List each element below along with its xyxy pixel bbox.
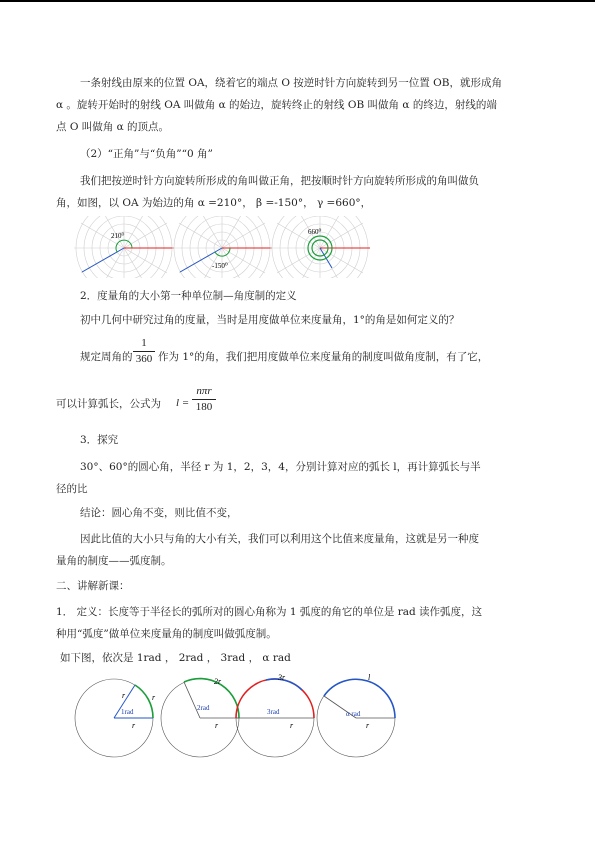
diagram-alpha-rad: [324, 673, 395, 730]
fraction-1-360: [133, 337, 155, 366]
figure-caption: 如下图，依次是 1rad ， 2rad ， 3rad ， α rad: [60, 652, 291, 664]
para7-line1: 因此比值的大小只与角的大小有关，我们可以利用这个比值来度量角，这就是另一种度: [80, 533, 479, 545]
fraction-numerator: 1: [141, 337, 147, 349]
para1-line3: 点 O 叫做角 α 的顶点。: [56, 121, 170, 133]
para2-line1: 我们把按逆时针方向旋转所形成的角叫做正角，把按顺时针方向旋转所形成的角叫做负: [80, 175, 479, 187]
label-r-2rad: r: [215, 721, 219, 730]
para5-before: 可以计算弧长，公式为: [56, 398, 161, 410]
conclusion: 结论：圆心角不变，则比值不变，: [80, 507, 238, 519]
para4-after: 作为 1°的角，我们把用度做单位来度量角的制度叫做角度制，有了它，: [158, 351, 489, 363]
label-l: l: [368, 673, 371, 682]
label-3r: 3r: [278, 673, 286, 682]
diagram-660: [270, 216, 370, 278]
para6-line1: 30°、60°的圆心角，半径 r 为 1，2，3，4，分别计算对应的弧长 l，再计算弧长与半: [80, 461, 481, 473]
para3: 初中几何中研究过角的度量，当时是用度做单位来度量角，1°的角是如何定义的？: [80, 314, 460, 326]
definition-line1: 1． 定义：长度等于半径长的弧所对的圆心角称为 1 弧度的角它的单位是 rad 读作弧度，这: [56, 606, 483, 618]
label-r-3rad: r: [290, 721, 294, 730]
diagram-1rad: [114, 685, 156, 730]
label-2r: 2r: [214, 677, 222, 686]
section-2-title: 2．度量角的大小第一种单位制—角度制的定义: [80, 290, 297, 302]
formula-lhs: l =: [176, 397, 190, 409]
fraction-bar: [133, 351, 155, 352]
label-alpha-rad: α rad: [346, 710, 361, 718]
label-210: 210⁰: [111, 232, 125, 240]
fraction-denominator: 360: [135, 353, 153, 365]
label-neg150: -150⁰: [212, 262, 228, 270]
formula-numerator: nπr: [196, 385, 212, 397]
arc-length-formula: [192, 385, 216, 414]
para1-line2: α 。旋转开始时的射线 OA 叫做角 α 的始边，旋转终止的射线 OB 叫做角 α 的终边，射线的端: [56, 99, 497, 111]
label-r-arc: r: [152, 693, 156, 702]
label-r-side: r: [122, 691, 126, 700]
top-rule: [0, 0, 595, 2]
section-3-title: 3．探究: [80, 434, 119, 446]
label-2rad: 2rad: [197, 704, 210, 712]
label-r-radius: r: [132, 721, 136, 730]
radian-figure: [70, 670, 400, 766]
para2-line2: 角，如图，以 OA 为始边的角 α =210°， β =-150°， γ =660°，: [56, 197, 372, 209]
definition-line2: 种用“弧度”做单位来度量角的制度叫做弧度制。: [56, 628, 277, 640]
diagram-3rad: [236, 673, 314, 730]
label-1rad: 1rad: [121, 708, 134, 716]
label-3rad: 3rad: [267, 708, 280, 716]
para7-line2: 量角的制度——弧度制。: [56, 555, 172, 567]
para1-line1: 一条射线由原来的位置 OA，绕着它的端点 O 按逆时针方向旋转到另一位置 OB，就形成角: [80, 77, 502, 89]
formula-bar: [192, 399, 216, 400]
diagram-2rad: [184, 677, 239, 730]
para4-before: 规定周角的: [80, 351, 133, 363]
angles-figure: [74, 216, 370, 278]
formula-denominator: 180: [195, 401, 213, 413]
lecture-heading: 二、讲解新课：: [56, 580, 130, 592]
label-r-alpha: r: [366, 721, 370, 730]
para6-line2: 径的比: [56, 483, 88, 495]
subsection-heading: （2）“正角”与“负角”“0 角”: [80, 148, 213, 160]
diagram-210: [74, 216, 174, 278]
label-660: 660⁰: [308, 228, 322, 236]
